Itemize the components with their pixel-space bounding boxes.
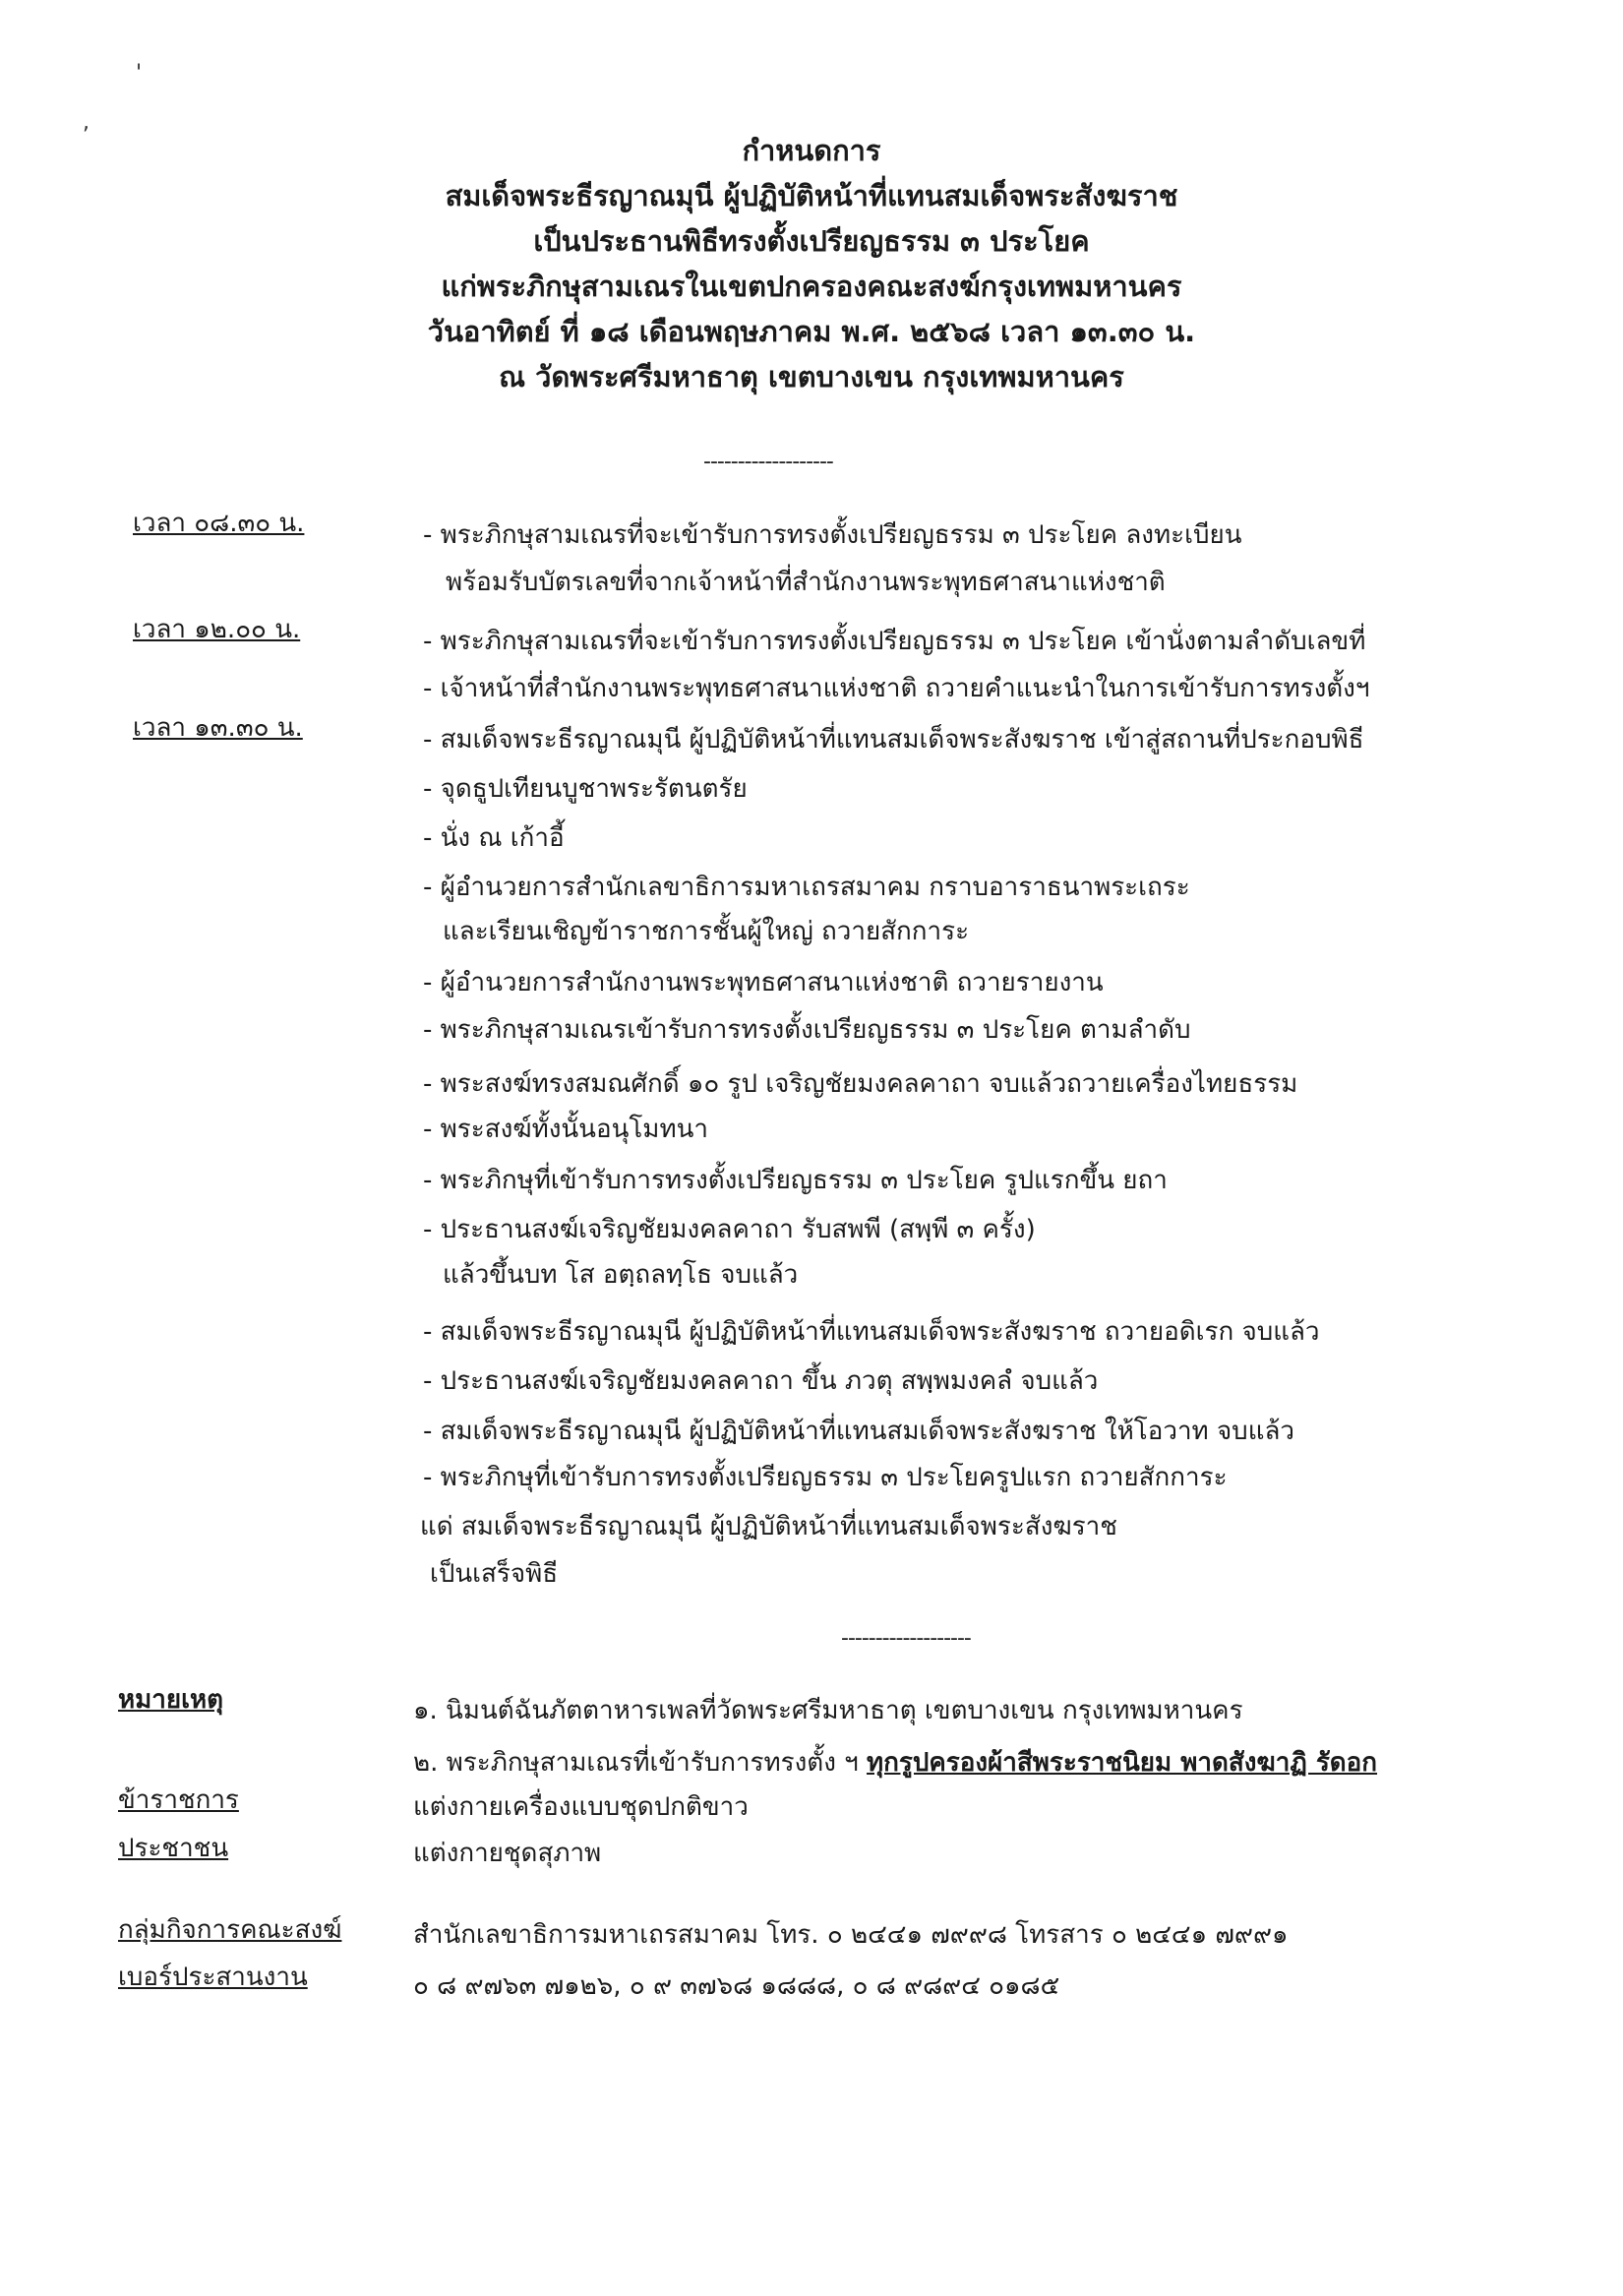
schedule-separator: ------------------- [841,1626,971,1651]
header-line-date: วันอาทิตย์ ที่ ๑๘ เดือนพฤษภาคม พ.ศ. ๒๕๖๘ เวลา ๑๓.๓๐ น. [427,315,1196,348]
schedule-item: - เจ้าหน้าที่สำนักงานพระพุทธศาสนาแห่งชาติ ถวายคำแนะนำในการเข้ารับการทรงตั้งฯ [423,674,1370,703]
note-item-2-prefix: ๒. พระภิกษุสามเณรที่เข้ารับการทรงตั้ง ฯ [413,1748,868,1778]
schedule-item: - พระสงฆ์ทั้งนั้นอนุโมทนา [423,1115,708,1144]
header-line-ceremony: เป็นประธานพิธีทรงตั้งเปรียญธรรม ๓ ประโยค [533,224,1090,258]
schedule-item: - พระภิกษุที่เข้ารับการทรงตั้งเปรียญธรรม ๓ ประโยครูปแรก ถวายสักการะ [423,1463,1228,1492]
schedule-item: - ประธานสงฆ์เจริญชัยมงคลคาถา ขึ้น ภวตุ สพฺพมงคลํ จบแล้ว [423,1366,1099,1396]
schedule-item: แด่ สมเด็จพระธีรญาณมุนี ผู้ปฏิบัติหน้าที่แทนสมเด็จพระสังฆราช [420,1512,1117,1541]
time-1200: เวลา ๑๒.๐๐ น. [133,615,301,644]
schedule-item: และเรียนเชิญข้าราชการชั้นผู้ใหญ่ ถวายสักการะ [443,917,970,946]
note-item-2-emphasis: ทุกรูปครองผ้าสีพระราชนิยม พาดสังฆาฏิ รัดอก [867,1748,1378,1778]
schedule-item: - พระภิกษุสามเณรที่จะเข้ารับการทรงตั้งเปรียญธรรม ๓ ประโยค เข้านั่งตามลำดับเลขที่ [423,627,1366,656]
schedule-item: แล้วขึ้นบท โส อตฺถลทฺโธ จบแล้ว [443,1260,799,1290]
contact-mobile-line: ๐ ๘ ๙๗๖๓ ๗๑๒๖, ๐ ๙ ๓๗๖๘ ๑๘๘๘, ๐ ๘ ๙๘๙๔ ๐๑๘๕ [413,1971,1060,2001]
header-line-presider: สมเด็จพระธีรญาณมุนี ผู้ปฏิบัติหน้าที่แทนสมเด็จพระสังฆราช [445,179,1178,212]
schedule-item: - ประธานสงฆ์เจริญชัยมงคลคาถา รับสพพี (สพฺพี ๓ ครั้ง) [423,1215,1036,1244]
header-line-recipients: แก่พระภิกษุสามเณรในเขตปกครองคณะสงฆ์กรุงเทพมหานคร [441,270,1182,303]
time-0830: เวลา ๐๘.๓๐ น. [133,509,305,538]
officials-label: ข้าราชการ [118,1785,239,1815]
officials-dress: แต่งกายเครื่องแบบชุดปกติขาว [413,1792,749,1822]
note-item-1: ๑. นิมนต์ฉันภัตตาหารเพลที่วัดพระศรีมหาธาตุ เขตบางเขน กรุงเทพมหานคร [413,1696,1243,1725]
schedule-item: - สมเด็จพระธีรญาณมุนี ผู้ปฏิบัติหน้าที่แทนสมเด็จพระสังฆราช เข้าสู่สถานที่ประกอบพิธี [423,725,1364,755]
document-header [0,128,1623,399]
schedule-item: - นั่ง ณ เก้าอี้ [423,823,565,853]
schedule-item: - ผู้อำนวยการสำนักงานพระพุทธศาสนาแห่งชาติ ถวายรายงาน [423,968,1104,997]
schedule-item: - สมเด็จพระธีรญาณมุนี ผู้ปฏิบัติหน้าที่แทนสมเด็จพระสังฆราช ถวายอดิเรก จบแล้ว [423,1317,1320,1347]
schedule-item: เป็นเสร็จพิธี [430,1559,559,1589]
contact-label-phone: เบอร์ประสานงาน [118,1963,308,1992]
header-title: กำหนดการ [742,134,881,167]
contact-label-unit: กลุ่มกิจการคณะสงฆ์ [118,1915,342,1945]
schedule-item: พร้อมรับบัตรเลขที่จากเจ้าหน้าที่สำนักงานพระพุทธศาสนาแห่งชาติ [446,568,1166,597]
scan-speck: ' [136,61,143,86]
schedule-item: - พระภิกษุสามเณรเข้ารับการทรงตั้งเปรียญธรรม ๓ ประโยค ตามลำดับ [423,1015,1191,1045]
public-label: ประชาชน [118,1834,229,1863]
schedule-item: - ผู้อำนวยการสำนักเลขาธิการมหาเถรสมาคม กราบอาราธนาพระเถระ [423,873,1190,902]
scan-speck: , [83,110,90,135]
header-line-venue: ณ วัดพระศรีมหาธาตุ เขตบางเขน กรุงเทพมหานคร [499,360,1124,393]
schedule-item: - สมเด็จพระธีรญาณมุนี ผู้ปฏิบัติหน้าที่แทนสมเด็จพระสังฆราช ให้โอวาท จบแล้ว [423,1417,1294,1446]
public-dress: แต่งกายชุดสุภาพ [413,1839,602,1868]
notes-label: หมายเหตุ [118,1685,224,1715]
schedule-item: - พระภิกษุสามเณรที่จะเข้ารับการทรงตั้งเปรียญธรรม ๓ ประโยค ลงทะเบียน [423,520,1242,550]
header-separator: ------------------- [703,450,833,474]
schedule-item: - พระสงฆ์ทรงสมณศักดิ์ ๑๐ รูป เจริญชัยมงคลคาถา จบแล้วถวายเครื่องไทยธรรม [423,1069,1298,1099]
note-item-2 [413,1741,1377,1784]
time-1330: เวลา ๑๓.๓๐ น. [133,713,303,743]
contact-office-line: สำนักเลขาธิการมหาเถรสมาคม โทร. ๐ ๒๔๔๑ ๗๙๙๘ โทรสาร ๐ ๒๔๔๑ ๗๙๙๑ [413,1920,1289,1950]
schedule-item: - จุดธูปเทียนบูชาพระรัตนตรัย [423,774,748,804]
schedule-item: - พระภิกษุที่เข้ารับการทรงตั้งเปรียญธรรม ๓ ประโยค รูปแรกขึ้น ยถา [423,1166,1168,1195]
